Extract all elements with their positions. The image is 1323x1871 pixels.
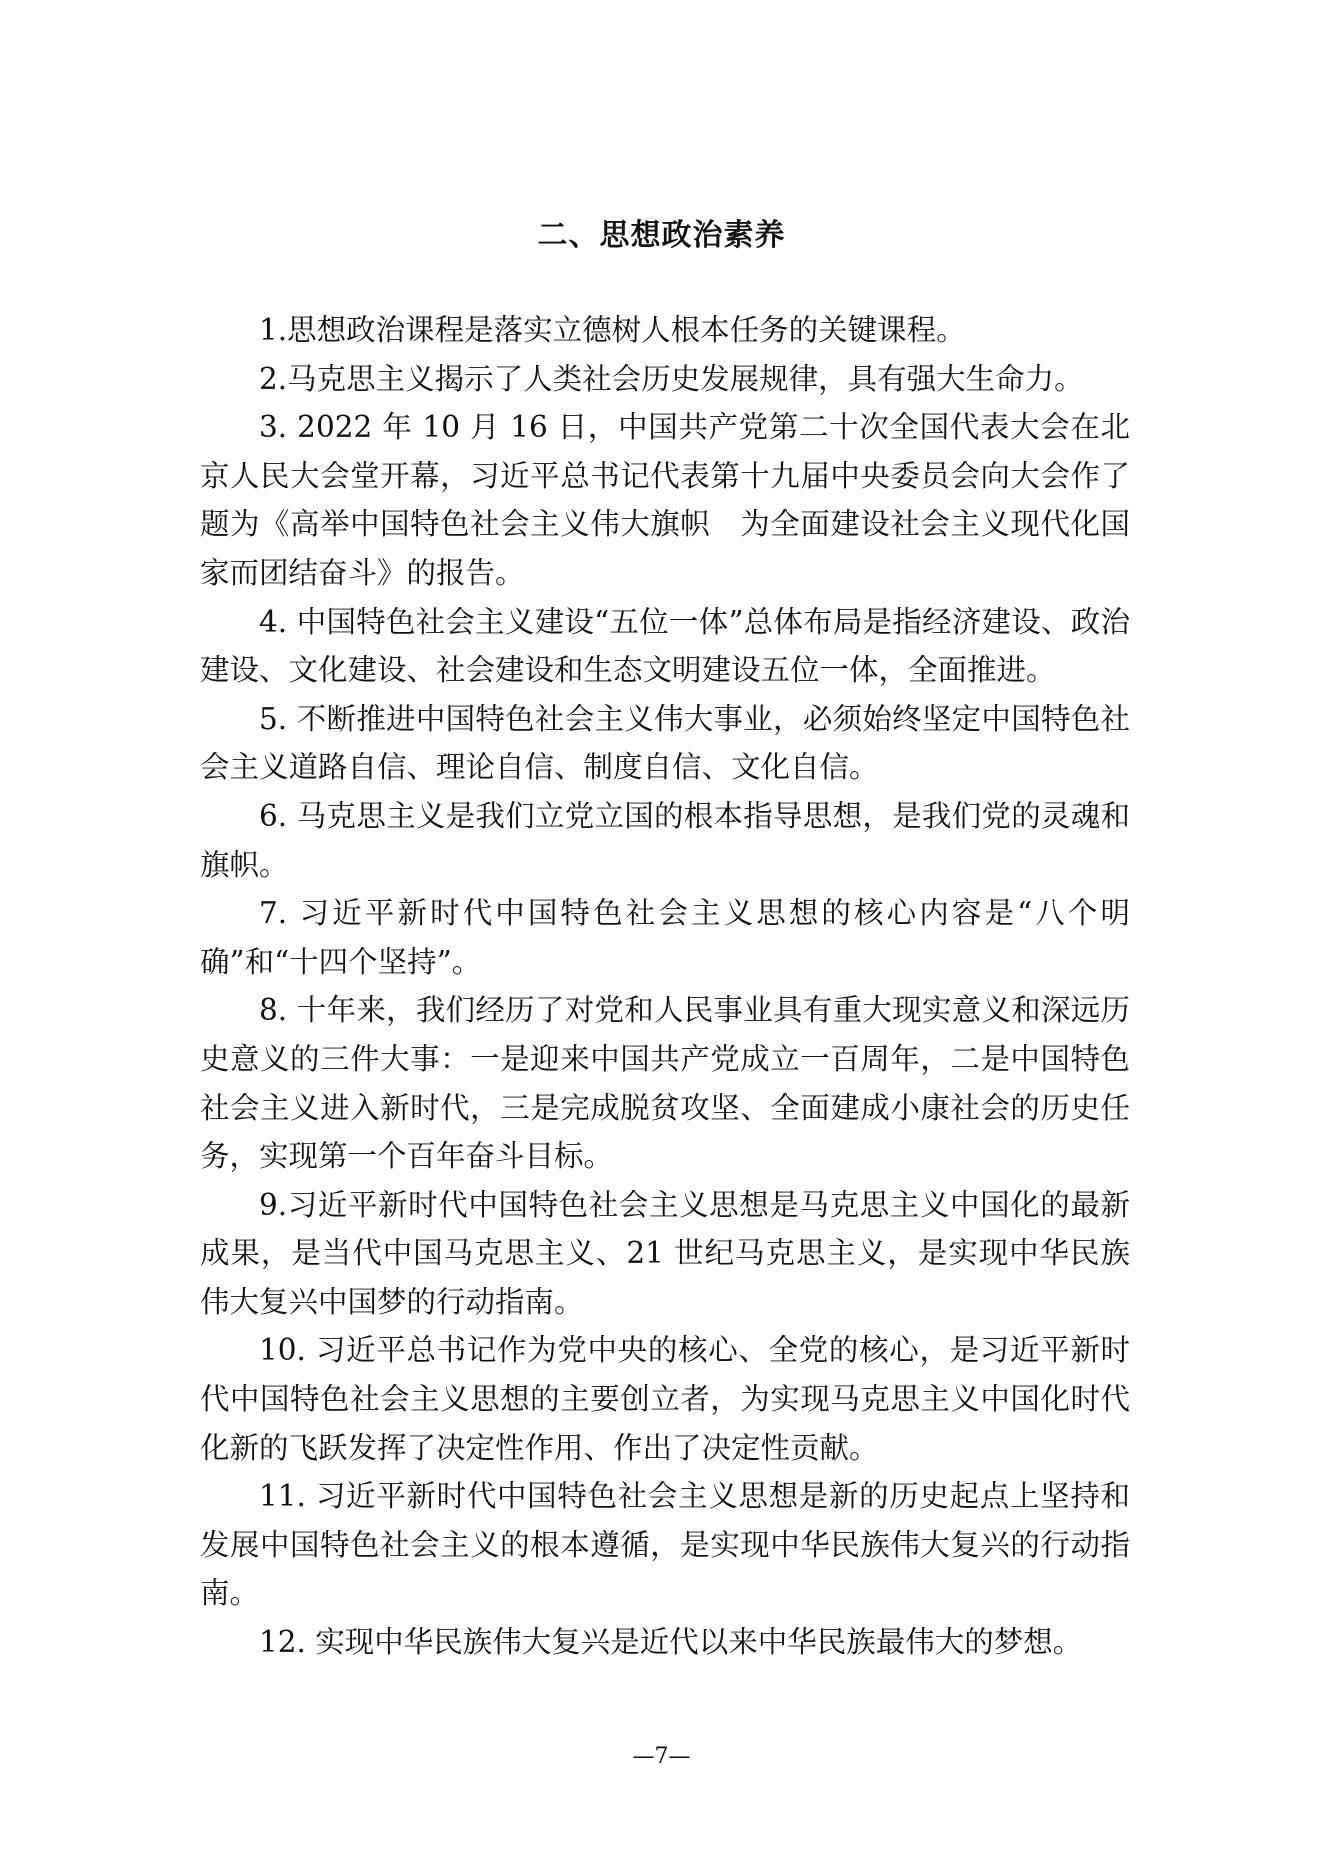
paragraph-2: 2.马克思主义揭示了人类社会历史发展规律，具有强大生命力。 [259, 361, 1084, 396]
paragraph-6: 6. 马克思主义是我们立党立国的根本指导思想，是我们党的灵魂和旗帜。 [200, 798, 1130, 882]
paragraph-12: 12. 实现中华民族伟大复兴是近代以来中华民族最伟大的梦想。 [259, 1625, 1083, 1660]
paragraph-9: 9.习近平新时代中国特色社会主义思想是马克思主义中国化的最新成果，是当代中国马克思主义、21 世纪马克思主义，是实现中华民族伟大复兴中国梦的行动指南。 [200, 1187, 1130, 1319]
section-title: 二、思想政治素养 [537, 218, 786, 253]
paragraph-3: 3. 2022 年 10 月 16 日，中国共产党第二十次全国代表大会在北京人民大会堂开幕，习近平总书记代表第十九届中央委员会向大会作了题为《高举中国特色社会主义伟大旗帜 为全面建设社会主义现代化国家而团结奋斗》的报告。 [200, 410, 1130, 590]
paragraph-1: 1.思想政治课程是落实立德树人根本任务的关键课程。 [259, 313, 966, 347]
page-number: —7— [632, 1744, 691, 1769]
paragraph-5: 5. 不断推进中国特色社会主义伟大事业，必须始终坚定中国特色社会主义道路自信、理论自信、制度自信、文化自信。 [200, 701, 1130, 785]
paragraph-8: 8. 十年来，我们经历了对党和人民事业具有重大现实意义和深远历史意义的三件大事：一是迎来中国共产党成立一百周年，二是中国特色社会主义进入新时代，三是完成脱贫攻坚、全面建成小康社会的历史任务，实现第一个百年奋斗目标。 [200, 993, 1130, 1174]
paragraph-7: 7. 习近平新时代中国特色社会主义思想的核心内容是“八个明确”和“十四个坚持”。 [200, 896, 1130, 979]
paragraph-10: 10. 习近平总书记作为党中央的核心、全党的核心，是习近平新时代中国特色社会主义思想的主要创立者，为实现马克思主义中国化时代化新的飞跃发挥了决定性作用、作出了决定性贡献。 [200, 1333, 1130, 1465]
document-body [200, 306, 1130, 1667]
paragraph-11: 11. 习近平新时代中国特色社会主义思想是新的历史起点上坚持和发展中国特色社会主义的根本遵循，是实现中华民族伟大复兴的行动指南。 [200, 1479, 1130, 1611]
paragraph-4: 4. 中国特色社会主义建设“五位一体”总体布局是指经济建设、政治建设、文化建设、社会建设和生态文明建设五位一体，全面推进。 [200, 604, 1130, 688]
